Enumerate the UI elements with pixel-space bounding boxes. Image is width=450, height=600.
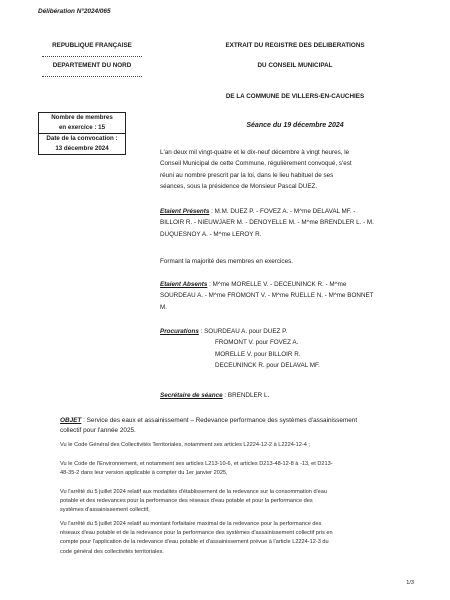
presents-line: DUQUESNOY A. - M^me LEROY R. (160, 230, 262, 238)
absents-paragraph (160, 279, 415, 313)
vu-paragraph (60, 488, 416, 516)
vu-paragraph (60, 520, 416, 557)
objet-label: OBJET (60, 417, 82, 424)
objet-line: collectif pour l'année 2025. (60, 427, 136, 434)
absents-line: : M^me MORELLE V. - DECEUNINCK R. - M^me (207, 281, 347, 288)
deliberation-number: Délibération N°2024/065 (38, 8, 111, 15)
procuration-line: FROMONT V. pour FOVEZ A. (215, 339, 299, 347)
members-line: Date de la convocation : (39, 133, 125, 144)
majorite-line: Formant la majorité des membres en exercices. (160, 258, 293, 265)
absents-line: SOURDEAU A. - M^me FROMONT V. - M^me RUELLE N. - M^me BONNET (160, 292, 374, 300)
intro-line: séances, sous la présidence de Monsieur Pascal DUEZ. (160, 182, 318, 190)
presents-line: BILLOIR R. - NIEUWJAER M. - DENOYELLE M. - M^me BRENDLER L. - M. (160, 219, 374, 227)
conseil-title: DU CONSEIL MUNICIPAL (257, 62, 333, 69)
intro-line: réuni au nombre prescrit par la loi, dans le lieu habituel de ses (160, 171, 334, 179)
vu-line: Vu le Code de l'Environnement, et notamment ses articles L213-10-6, et articles D213-48-12-8 à -13, et D213- (60, 461, 333, 467)
secretaire-block (160, 390, 269, 401)
presents-paragraph (160, 206, 415, 240)
objet-line: : Service des eaux et assainissement – Redevance performance des systèmes d'assainissement (81, 417, 358, 424)
procuration-line: DECEUNINCK R. pour DELAVAL MF. (215, 362, 320, 370)
objet-block (60, 416, 416, 436)
republique-label: REPUBLIQUE FRANÇAISE (52, 42, 132, 49)
vu-line: réseaux d'eau potable et de la redevance pour la performance des systèmes d'assainissement collectif pris en (60, 530, 333, 537)
secretaire-label: Secrétaire de séance (160, 392, 223, 399)
presents-label: Etaient Présents (160, 208, 210, 215)
intro-line: L'an deux mil vingt-quatre et le dix-neuf décembre à vingt heures, le (160, 149, 350, 156)
vu-line: systèmes d'assainissement collectif, (60, 507, 150, 514)
vu-line: compte pour l'application de la redevance d'eau potable et d'assainissement prévue à l'article L2224-12-3 du (60, 539, 329, 546)
vu-paragraph (60, 460, 416, 478)
intro-paragraph (160, 147, 415, 192)
vu-line: Vu l'arrêté du 5 juillet 2024 relatif aux modalités d'établissement de la redevance sur la consommation d'eau (60, 489, 327, 495)
seance-date: Séance du 19 décembre 2024 (246, 122, 344, 129)
secretaire-value: : BRENDLER L. (222, 392, 270, 399)
majorite-text (160, 256, 415, 267)
extrait-title: EXTRAIT DU REGISTRE DES DELIBERATIONS (225, 42, 365, 49)
members-box (38, 112, 126, 155)
absents-label: Etaient Absents (160, 281, 208, 288)
vu-line: code général des collectivités territoriales. (60, 548, 164, 555)
members-line: Nombre de membres (51, 114, 113, 121)
intro-line: Conseil Municipal de cette Commune, régulièrement convoqué, s'est (160, 160, 352, 168)
vu-line: 48-35-2 dans leur version applicable à compter du 1er janvier 2025, (60, 470, 228, 477)
departement-label: DEPARTEMENT DU NORD (52, 62, 132, 69)
members-line: en exercice : 15 (58, 124, 106, 131)
vu-line: Vu l'arrêté du 5 juillet 2024 relatif au montant forfaitaire maximal de la redevance pour la performance des (60, 521, 322, 527)
divider (42, 76, 142, 77)
members-line: 13 décembre 2024 (55, 145, 109, 152)
commune-title: DE LA COMMUNE DE VILLERS-EN-CAUCHIES (225, 93, 365, 100)
procurations-label: Procurations (160, 328, 199, 335)
vu-line: Vu le Code Général des Collectivités Territoriales, notamment ses articles L2224-12-2 à L2224-12-4 ; (60, 442, 310, 448)
vu-line: potable et des redevances pour la performance des réseaux d'eau potable et pour la performance des (60, 498, 313, 505)
page-number: 1/3 (406, 580, 414, 586)
absents-line: M. (160, 303, 167, 311)
procuration-line: : SOURDEAU A. pour DUEZ P. (198, 328, 288, 335)
presents-line: : M.M. DUEZ P. - FOVEZ A. - M^me DELAVAL MF. - (209, 208, 356, 215)
divider (42, 56, 142, 57)
vu-paragraph (60, 441, 416, 450)
procuration-line: MORELLE V. pour BILLOIR R. (215, 350, 301, 358)
procurations-block (160, 326, 320, 372)
